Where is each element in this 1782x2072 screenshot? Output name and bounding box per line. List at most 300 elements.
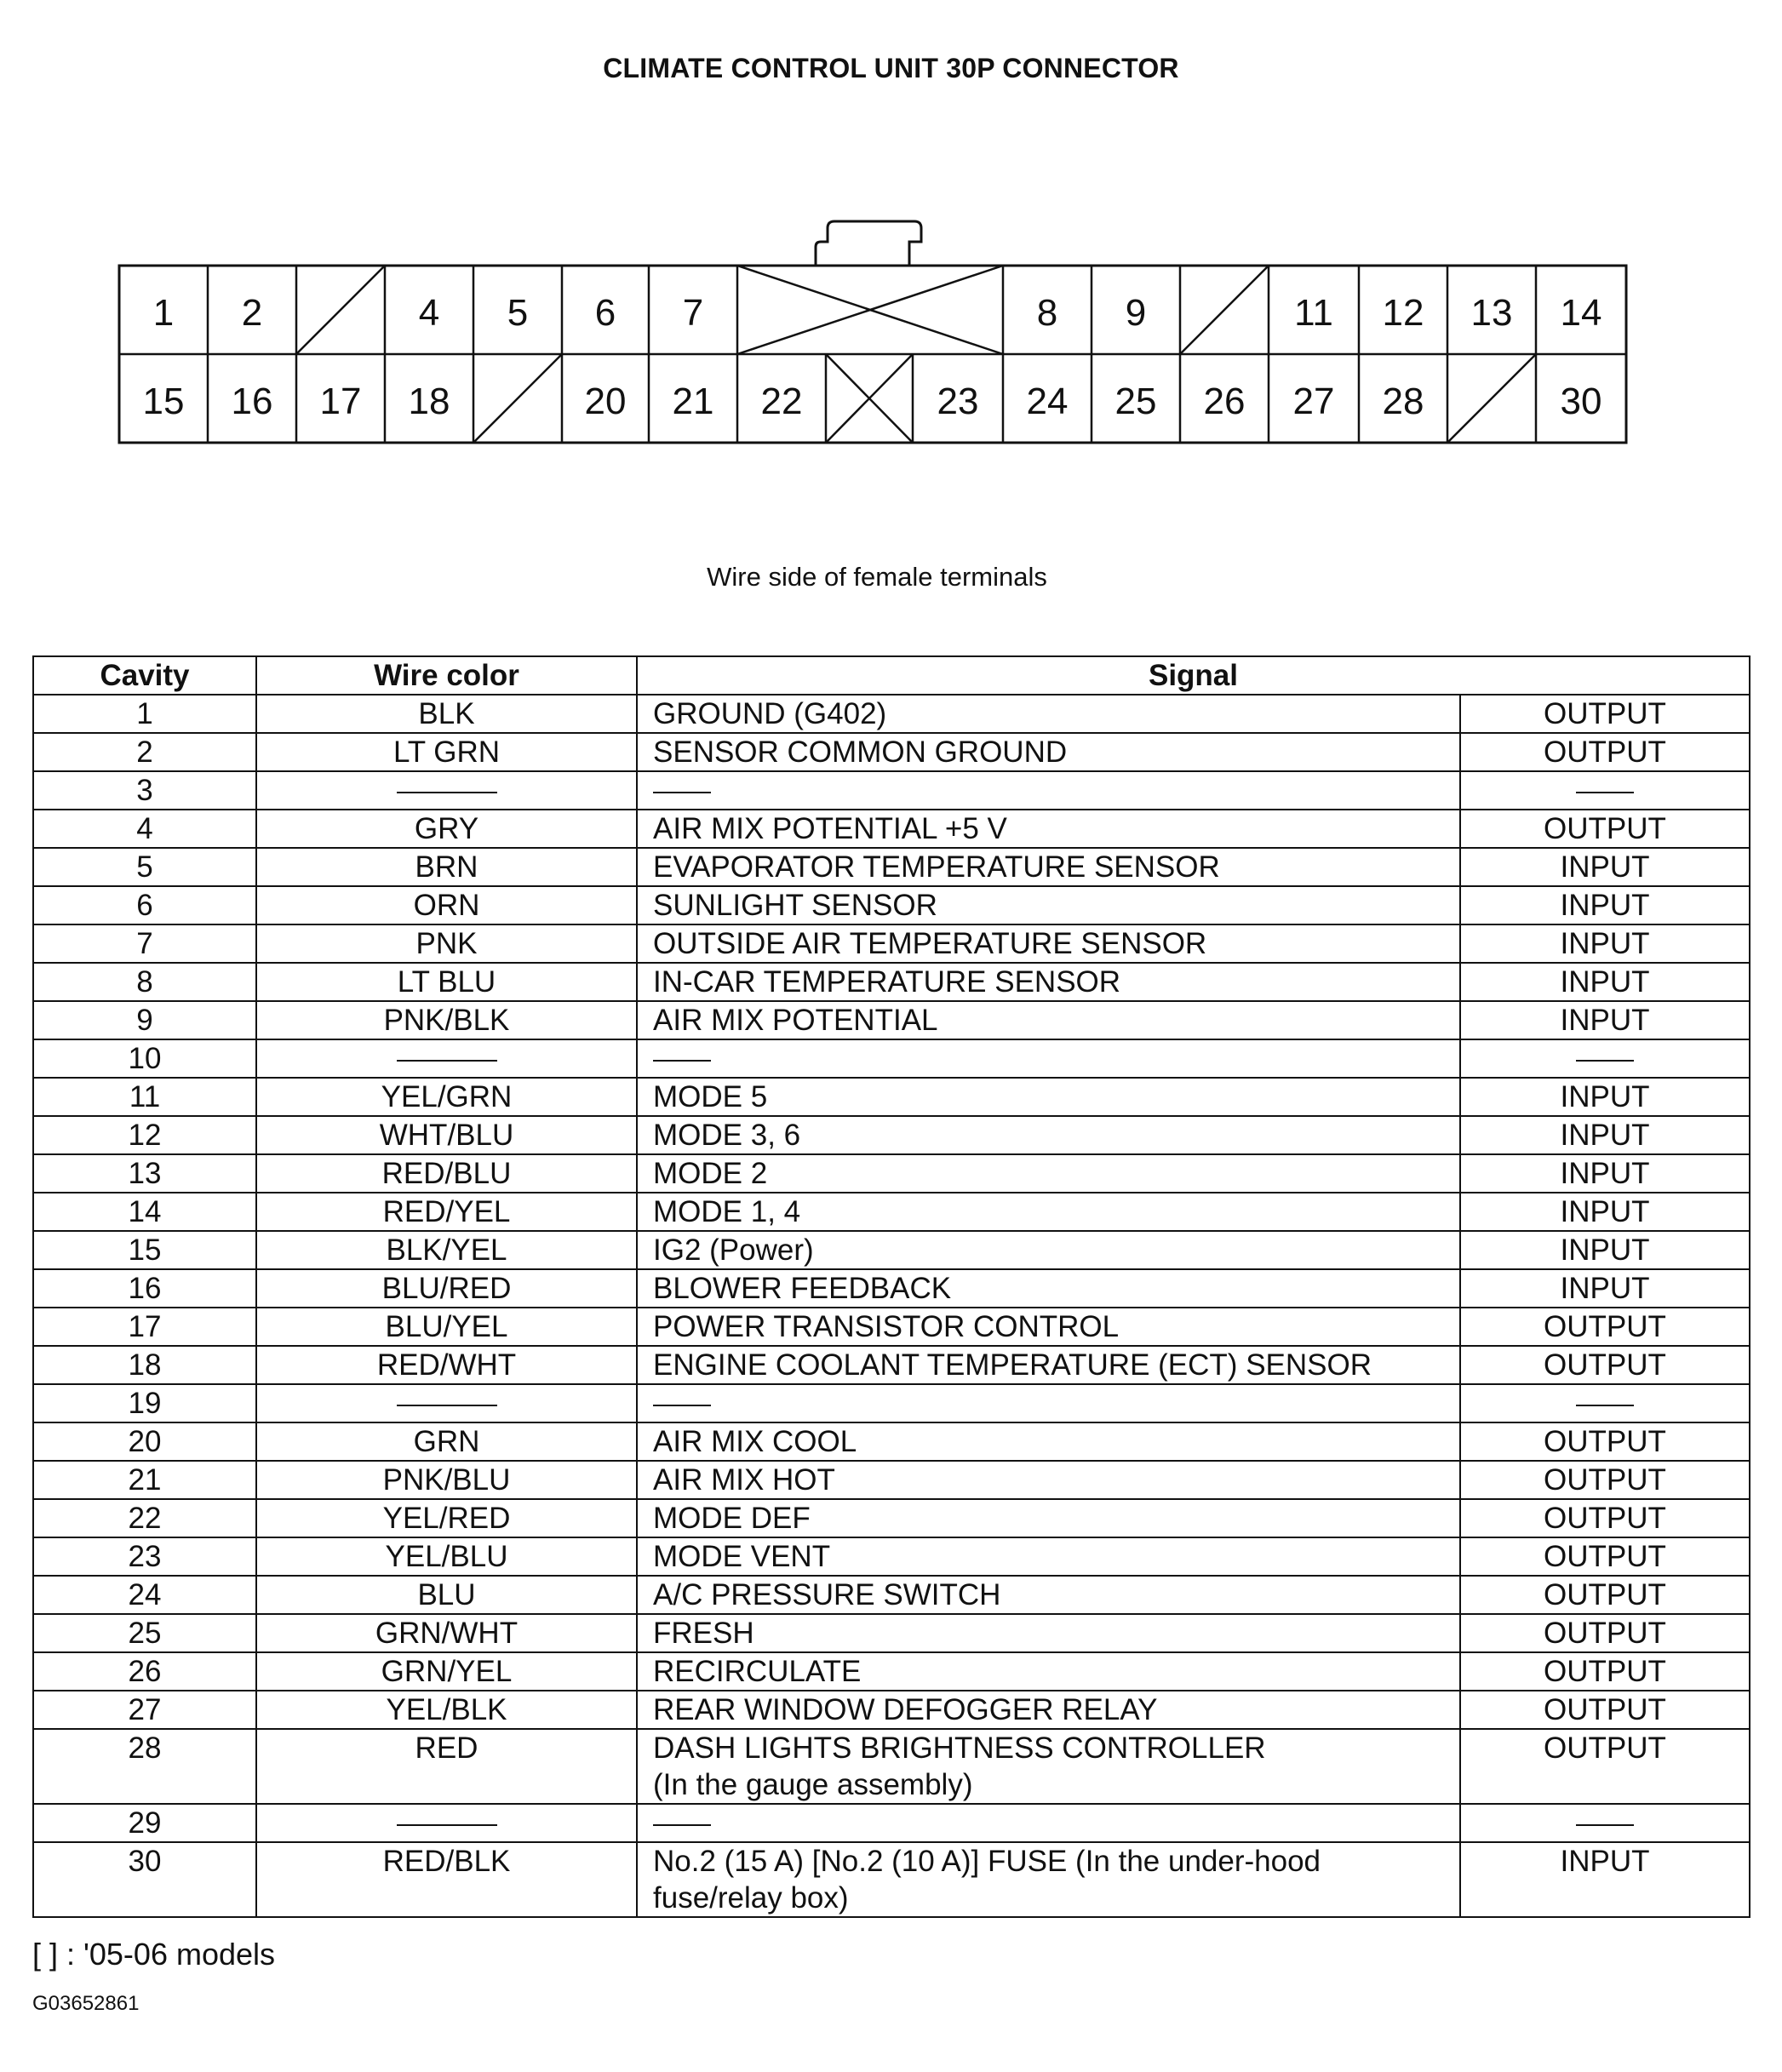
wire-color-cell-text: PNK/BLU [382,1463,511,1497]
direction-cell [1460,1384,1750,1422]
cavity-cell [33,1461,256,1499]
wire-color-cell-text: GRN/YEL [381,1655,513,1688]
direction-cell-text: INPUT [1560,1080,1650,1113]
empty-dash [397,792,497,793]
signal-cell [637,1691,1460,1729]
connector-pin-label: 27 [1292,381,1335,422]
connector-pin-label: 7 [682,292,704,334]
signal-cell-text: OUTSIDE AIR TEMPERATURE SENSOR [653,927,1207,960]
direction-cell [1460,695,1750,733]
cavity-cell [33,695,256,733]
image-code: G03652861 [32,1992,140,2015]
connector-pin-label: 17 [319,381,362,422]
cavity-cell-text: 11 [129,1080,161,1113]
wire-color-cell [256,1576,637,1614]
cavity-cell [33,886,256,924]
signal-cell-text: POWER TRANSISTOR CONTROL [653,1310,1120,1343]
cavity-cell-text: 19 [128,1387,162,1420]
direction-cell-text: OUTPUT [1544,1693,1666,1726]
signal-cell [637,1308,1460,1346]
table-row [33,963,1750,1001]
signal-cell-text: MODE 1, 4 [653,1195,801,1228]
wire-color-cell-text: LT BLU [397,965,496,999]
cavity-cell-text: 14 [128,1195,162,1228]
cavity-cell-text: 21 [128,1463,162,1497]
connector-pin-label: 24 [1026,381,1069,422]
signal-cell [637,1499,1460,1537]
wire-color-cell-text: BLU [417,1578,476,1611]
wire-color-cell [256,1614,637,1652]
cavity-cell [33,1422,256,1461]
signal-cell-text: BLOWER FEEDBACK [653,1272,952,1305]
wire-color-cell [256,1346,637,1384]
direction-cell-text: OUTPUT [1544,736,1666,769]
direction-cell [1460,1422,1750,1461]
signal-cell [637,1078,1460,1116]
cavity-cell [33,1729,256,1804]
header-signal: Signal [637,656,1750,695]
wire-color-cell [256,1078,637,1116]
signal-cell [637,1001,1460,1039]
connector-pin-label: 2 [241,292,263,334]
empty-dash [653,792,711,793]
wire-color-cell-text: RED [415,1731,478,1765]
direction-cell-text: INPUT [1560,1157,1650,1190]
table-row [33,1001,1750,1039]
wire-color-cell [256,1001,637,1039]
connector-pin-label: 11 [1294,292,1333,334]
connector-pin-label: 20 [584,381,627,422]
cavity-cell [33,1193,256,1231]
direction-cell [1460,1308,1750,1346]
table-row [33,1461,1750,1499]
direction-cell [1460,810,1750,848]
wire-color-cell-text: GRN/WHT [375,1617,519,1650]
wire-color-cell [256,1116,637,1154]
table-row [33,1614,1750,1652]
direction-cell [1460,1193,1750,1231]
direction-cell [1460,1842,1750,1917]
wire-color-cell [256,1729,637,1804]
bottom-row-blank-cavity-slash [473,354,562,443]
direction-cell [1460,1039,1750,1078]
wire-color-cell [256,886,637,924]
connector-pin-label: 15 [142,381,185,422]
direction-cell [1460,1461,1750,1499]
empty-dash [397,1824,497,1826]
signal-cell-text: DASH LIGHTS BRIGHTNESS CONTROLLER [653,1731,1266,1765]
connector-pin-label: 1 [152,292,175,334]
signal-cell [637,1269,1460,1308]
wire-color-cell [256,848,637,886]
signal-cell [637,1193,1460,1231]
table-row [33,1576,1750,1614]
direction-cell [1460,1116,1750,1154]
empty-dash [1576,1405,1634,1406]
wire-color-cell-text: BLU/RED [381,1272,512,1305]
direction-cell-text: INPUT [1560,889,1650,922]
direction-cell [1460,1078,1750,1116]
wire-color-cell [256,1842,637,1917]
signal-cell [637,1422,1460,1461]
wire-color-cell [256,1499,637,1537]
cavity-cell-text: 17 [128,1310,162,1343]
cavity-cell-text: 12 [128,1119,162,1152]
empty-dash [653,1060,711,1062]
table-row [33,1422,1750,1461]
cavity-cell-text: 23 [128,1540,162,1573]
signal-cell-text: MODE 5 [653,1080,768,1113]
cavity-cell [33,1614,256,1652]
wire-color-cell [256,771,637,810]
direction-cell [1460,1614,1750,1652]
signal-cell-text: AIR MIX POTENTIAL +5 V [653,812,1007,845]
connector-diagram [0,0,1782,477]
signal-cell [637,1384,1460,1422]
table-row [33,1499,1750,1537]
signal-cell-text: GROUND (G402) [653,697,887,730]
wire-color-cell [256,733,637,771]
connector-pin-label: 23 [937,381,979,422]
direction-cell-text: INPUT [1560,1233,1650,1267]
cavity-cell [33,1078,256,1116]
cavity-cell [33,1039,256,1078]
table-row [33,1346,1750,1384]
signal-cell-text: SENSOR COMMON GROUND [653,736,1068,769]
wire-color-cell-text: GRN [413,1425,480,1458]
wire-color-cell [256,1308,637,1346]
table-row [33,1804,1750,1842]
signal-cell [637,810,1460,848]
signal-cell-text: IG2 (Power) [653,1233,814,1267]
signal-cell-text: EVAPORATOR TEMPERATURE SENSOR [653,850,1220,884]
cavity-cell-text: 13 [128,1157,162,1190]
signal-cell [637,1039,1460,1078]
signal-cell-text: FRESH [653,1617,754,1650]
wire-color-cell [256,1537,637,1576]
direction-cell [1460,771,1750,810]
cavity-cell [33,1269,256,1308]
table-row [33,1308,1750,1346]
signal-cell [637,1231,1460,1269]
cavity-cell-text: 10 [128,1042,162,1075]
direction-cell [1460,1729,1750,1804]
wire-color-cell [256,924,637,963]
cavity-cell [33,1231,256,1269]
connector-pin-label: 30 [1560,381,1602,422]
signal-cell [637,1154,1460,1193]
direction-cell [1460,963,1750,1001]
header-wire-color: Wire color [256,656,637,695]
signal-cell-text: MODE 3, 6 [653,1119,801,1152]
direction-cell-text: INPUT [1560,850,1650,884]
table-row [33,1269,1750,1308]
connector-pin-label: 6 [594,292,616,334]
connector-pin-label: 22 [760,381,803,422]
table-row [33,810,1750,848]
cavity-cell-text: 30 [128,1845,162,1878]
connector-pin-label: 26 [1203,381,1246,422]
direction-cell-text: OUTPUT [1544,1502,1666,1535]
table-header-row [33,656,1750,695]
table-row [33,1116,1750,1154]
wire-color-cell [256,1461,637,1499]
direction-cell [1460,1652,1750,1691]
cavity-cell [33,1154,256,1193]
direction-cell-text: OUTPUT [1544,1578,1666,1611]
signal-cell [637,886,1460,924]
cavity-cell [33,810,256,848]
wire-color-cell-text: RED/YEL [382,1195,511,1228]
signal-cell-text: No.2 (15 A) [No.2 (10 A)] FUSE (In the under-hood [653,1845,1321,1878]
wire-color-cell-text: BRN [415,850,478,884]
signal-cell-text: AIR MIX POTENTIAL [653,1004,938,1037]
signal-cell-text: REAR WINDOW DEFOGGER RELAY [653,1693,1158,1726]
direction-cell-text: INPUT [1560,1272,1650,1305]
signal-cell-text: MODE 2 [653,1157,768,1190]
wire-color-cell [256,1652,637,1691]
wire-color-cell [256,695,637,733]
empty-dash [397,1405,497,1406]
cavity-cell [33,1576,256,1614]
cavity-cell-text: 22 [128,1502,162,1535]
signal-cell-text: SUNLIGHT SENSOR [653,889,937,922]
wire-color-cell [256,1691,637,1729]
top-row-blank-cavity-slash [1180,266,1269,354]
connector-pin-label: 9 [1125,292,1147,334]
signal-cell-text: AIR MIX HOT [653,1463,835,1497]
table-row [33,924,1750,963]
cavity-cell-text: 28 [128,1731,162,1765]
signal-cell-text: RECIRCULATE [653,1655,862,1688]
connector-pin-label: 18 [408,381,450,422]
direction-cell [1460,1154,1750,1193]
wire-color-cell-text: YEL/GRN [381,1080,513,1113]
cavity-cell-text: 7 [136,927,153,960]
empty-dash [1576,1060,1634,1062]
table-row [33,1154,1750,1193]
direction-cell-text: INPUT [1560,965,1650,999]
table-row [33,1691,1750,1729]
cavity-cell-text: 20 [128,1425,162,1458]
direction-cell [1460,1346,1750,1384]
cavity-cell [33,1804,256,1842]
cavity-cell [33,848,256,886]
wire-color-cell [256,1422,637,1461]
signal-cell [637,695,1460,733]
table-row [33,1729,1750,1804]
empty-dash [1576,792,1634,793]
empty-dash [653,1405,711,1406]
direction-cell-text: OUTPUT [1544,1540,1666,1573]
cavity-cell [33,733,256,771]
wire-color-cell [256,1384,637,1422]
cavity-cell-text: 6 [136,889,153,922]
connector-pin-label: 14 [1560,292,1602,334]
signal-cell [637,1729,1460,1804]
signal-cell [637,1346,1460,1384]
connector-pin-label: 16 [231,381,273,422]
direction-cell-text: INPUT [1560,1845,1650,1878]
cavity-cell-text: 24 [128,1578,162,1611]
cavity-cell [33,963,256,1001]
table-row [33,1078,1750,1116]
cavity-cell [33,1346,256,1384]
direction-cell [1460,1269,1750,1308]
cavity-cell-text: 2 [136,736,153,769]
signal-cell [637,1537,1460,1576]
wire-color-cell-text: PNK/BLK [383,1004,510,1037]
direction-cell-text: INPUT [1560,1119,1650,1152]
direction-cell-text: INPUT [1560,927,1650,960]
wire-color-cell [256,1039,637,1078]
direction-cell [1460,1576,1750,1614]
table-row [33,695,1750,733]
cavity-cell-text: 5 [136,850,153,884]
signal-cell [637,1842,1460,1917]
bottom-row-blank-cavity-slash [1447,354,1536,443]
signal-cell-text: ENGINE COOLANT TEMPERATURE (ECT) SENSOR [653,1348,1372,1382]
table-row [33,1039,1750,1078]
direction-cell-text: OUTPUT [1544,1463,1666,1497]
connector-pin-label: 21 [672,381,714,422]
direction-cell [1460,1499,1750,1537]
cavity-cell [33,924,256,963]
direction-cell-text: OUTPUT [1544,1731,1666,1765]
empty-dash [1576,1824,1634,1826]
table-row [33,1537,1750,1576]
connector-pin-label: 4 [418,292,440,334]
table-row [33,771,1750,810]
wire-color-cell [256,1269,637,1308]
empty-dash [653,1824,711,1826]
table-row [33,1193,1750,1231]
signal-cell [637,963,1460,1001]
wire-color-cell-text: RED/WHT [376,1348,517,1382]
signal-cell-text: MODE DEF [653,1502,811,1535]
signal-cell [637,733,1460,771]
connector-lock-tab [816,221,921,266]
cavity-cell-text: 18 [128,1348,162,1382]
cavity-cell-text: 16 [128,1272,162,1305]
direction-cell [1460,1691,1750,1729]
cavity-cell [33,1537,256,1576]
wire-color-cell-text: GRY [414,812,479,845]
wire-color-cell-text: RED/BLU [381,1157,512,1190]
table-row [33,1652,1750,1691]
signal-cell [637,1116,1460,1154]
connector-pin-label: 13 [1470,292,1513,334]
cavity-cell [33,1116,256,1154]
cavity-cell [33,1842,256,1917]
direction-cell-text: OUTPUT [1544,812,1666,845]
signal-cell [637,924,1460,963]
direction-cell-text: OUTPUT [1544,1348,1666,1382]
direction-cell [1460,848,1750,886]
cavity-cell [33,1652,256,1691]
signal-cell [637,1652,1460,1691]
signal-cell [637,1614,1460,1652]
table-row [33,848,1750,886]
signal-cell-text: A/C PRESSURE SWITCH [653,1578,1001,1611]
cavity-cell-text: 27 [128,1693,162,1726]
direction-cell [1460,733,1750,771]
direction-cell-text: OUTPUT [1544,1310,1666,1343]
connector-pin-label: 12 [1382,292,1424,334]
wire-color-cell-text: LT GRN [392,736,501,769]
wire-color-cell [256,1154,637,1193]
direction-cell-text: OUTPUT [1544,1425,1666,1458]
cavity-cell [33,1499,256,1537]
wire-color-cell-text: YEL/BLU [385,1540,508,1573]
direction-cell [1460,924,1750,963]
direction-cell [1460,1804,1750,1842]
direction-cell-text: INPUT [1560,1195,1650,1228]
signal-cell [637,1461,1460,1499]
empty-dash [397,1060,497,1062]
wire-color-cell [256,810,637,848]
pinout-table [32,655,1750,1918]
signal-cell [637,771,1460,810]
cavity-cell [33,1308,256,1346]
connector-pin-label: 28 [1382,381,1424,422]
wire-color-cell-text: ORN [413,889,480,922]
cavity-cell [33,1691,256,1729]
cavity-cell-text: 4 [136,812,153,845]
cavity-cell-text: 25 [128,1617,162,1650]
direction-cell [1460,886,1750,924]
direction-cell-text: OUTPUT [1544,1617,1666,1650]
table-row [33,1842,1750,1917]
wire-color-cell-text: YEL/RED [382,1502,511,1535]
direction-cell-text: INPUT [1560,1004,1650,1037]
header-cavity: Cavity [33,656,256,695]
cavity-cell-text: 3 [136,774,153,807]
signal-cell [637,1576,1460,1614]
table-row [33,886,1750,924]
signal-cell-text: IN-CAR TEMPERATURE SENSOR [653,965,1121,999]
cavity-cell-text: 29 [128,1806,162,1840]
cavity-cell [33,1001,256,1039]
wire-color-cell-text: BLK/YEL [386,1233,507,1267]
connector-caption: Wire side of female terminals [707,562,1047,592]
table-row [33,1384,1750,1422]
cavity-cell [33,771,256,810]
wire-color-cell-text: YEL/BLK [386,1693,507,1726]
direction-cell [1460,1231,1750,1269]
signal-cell [637,1804,1460,1842]
direction-cell-text: OUTPUT [1544,1655,1666,1688]
direction-cell-text: OUTPUT [1544,697,1666,730]
wire-color-cell-text: RED/BLK [382,1845,511,1878]
connector-pin-label: 8 [1036,292,1058,334]
wire-color-cell-text: BLU/YEL [385,1310,508,1343]
table-row [33,1231,1750,1269]
wire-color-cell-text: BLK [418,697,475,730]
cavity-cell-text: 26 [128,1655,162,1688]
wire-color-cell-text: PNK [415,927,478,960]
cavity-cell-text: 8 [136,965,153,999]
signal-cell-text-line2: (In the gauge assembly) [653,1768,973,1801]
wire-color-cell [256,1804,637,1842]
signal-cell [637,848,1460,886]
connector-pin-label: 5 [507,292,529,334]
table-row [33,733,1750,771]
signal-cell-text-line2: fuse/relay box) [653,1881,849,1915]
cavity-cell-text: 1 [136,697,153,730]
top-row-blank-cavity-slash [296,266,385,354]
cavity-cell-text: 15 [128,1233,162,1267]
